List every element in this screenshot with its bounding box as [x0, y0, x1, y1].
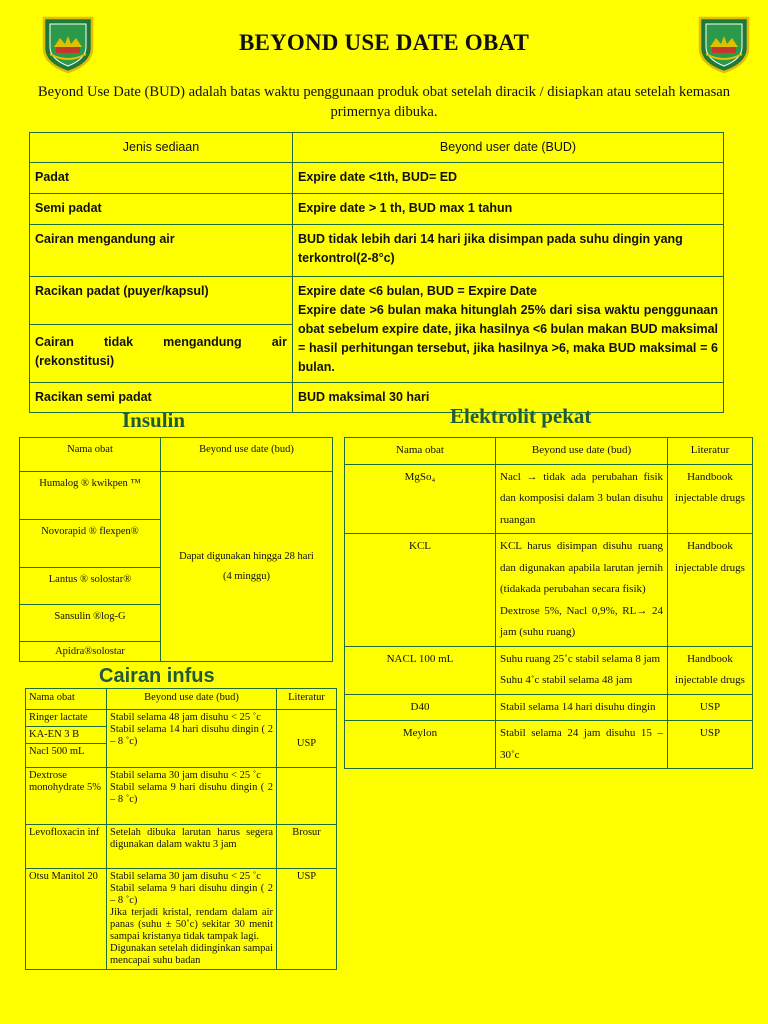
- bud-cell: BUD tidak lebih dari 14 hari jika disimpan pada suhu dingin yang terkontrol(2-8°c): [293, 225, 724, 277]
- elektrolit-section-title: Elektrolit pekat: [450, 404, 592, 428]
- drug-name: Ringer lactate: [26, 710, 107, 727]
- literature-cell: USP: [668, 721, 753, 769]
- table-row: [30, 225, 724, 277]
- drug-name: Meylon: [345, 721, 496, 769]
- insulin-section-title: Insulin: [122, 408, 186, 432]
- bud-line: Stabil selama 14 hari disuhu dingin ( 2 – 8 ˚c): [110, 724, 273, 747]
- table-header-row: [345, 438, 753, 465]
- bud-cell: [107, 768, 277, 825]
- bud-cell: [107, 869, 277, 970]
- bud-line: Dapat digunakan hingga 28 hari: [179, 550, 314, 562]
- drug-name: Lantus ® solostar®: [20, 568, 161, 605]
- table-row: [20, 472, 333, 520]
- drug-name: KA-EN 3 B: [26, 727, 107, 744]
- drug-name: Humalog ® kwikpen ™: [20, 472, 161, 520]
- bud-cell: BUD maksimal 30 hari: [293, 383, 724, 413]
- bud-cell: Nacl → tidak ada perubahan fisik dan komposisi dalam 3 bulan disuhu ruangan: [496, 464, 668, 534]
- literature-cell: Handbook injectable drugs: [668, 534, 753, 647]
- insulin-table: [19, 437, 333, 662]
- table-row: [345, 534, 753, 647]
- drug-name: NACL 100 mL: [345, 646, 496, 694]
- literature-cell: Brosur: [277, 825, 337, 869]
- header-bud: Beyond use date (bud): [496, 438, 668, 465]
- type-cell: Cairan mengandung air: [30, 225, 293, 277]
- literature-cell-empty: [277, 768, 337, 825]
- header-nama-obat: Nama obat: [20, 438, 161, 472]
- bud-line: (4 minggu): [223, 570, 270, 582]
- bud-line: Stabil selama 9 hari disuhu dingin ( 2 – 8 ˚c): [110, 883, 273, 906]
- bud-cell: Stabil selama 14 hari disuhu dingin: [496, 694, 668, 721]
- literature-cell: Handbook injectable drugs: [668, 464, 753, 534]
- intro-paragraph: Beyond Use Date (BUD) adalah batas waktu penggunaan produk obat setelah diracik / disiapkan atau setelah kemasan primernya dibuka.: [37, 84, 731, 120]
- literature-cell: USP: [277, 710, 337, 768]
- table-row: [26, 825, 337, 869]
- drug-name: Novorapid ® flexpen®: [20, 520, 161, 568]
- page-title: BEYOND USE DATE OBAT: [238, 30, 530, 55]
- drug-name: KCL: [345, 534, 496, 647]
- bud-line: Suhu ruang 25˚c stabil selama 8 jam: [500, 652, 661, 665]
- drug-name: Nacl 500 mL: [26, 744, 107, 768]
- bud-cell: Setelah dibuka larutan harus segera digunakan dalam waktu 3 jam: [107, 825, 277, 869]
- bud-cell: [496, 646, 668, 694]
- drug-name: Levofloxacin inf: [26, 825, 107, 869]
- insulin-bud-cell: [161, 472, 333, 662]
- bud-line: Suhu 4˚c stabil selama 48 jam: [500, 674, 633, 686]
- bud-line: Stabil selama 48 jam disuhu < 25 ˚c: [110, 712, 261, 723]
- drug-name: D40: [345, 694, 496, 721]
- table-row: [26, 869, 337, 970]
- drug-name: Dextrose monohydrate 5%: [26, 768, 107, 825]
- bud-line: Digunakan setelah didinginkan sampai mencapai suhu badan: [110, 943, 274, 966]
- bud-line: Expire date >6 bulan maka hitunglah 25% dari sisa waktu penggunaan obat sebelum expire date, jika hasilnya <6 bulan makan BUD maksimal = hasil perhitungan tersebut, jika hasilnya >6, maka BUD maksimal = 6 bulan.: [298, 303, 718, 374]
- table-row: [345, 646, 753, 694]
- type-cell: Padat: [30, 163, 293, 194]
- table-row: [30, 163, 724, 194]
- cairan-section-title: Cairan infus: [99, 665, 215, 687]
- bud-cell-merged: [293, 277, 724, 383]
- bud-cell: Expire date <1th, BUD= ED: [293, 163, 724, 194]
- drug-name: Apidra®solostar: [20, 642, 161, 662]
- drug-name: Otsu Manitol 20: [26, 869, 107, 970]
- literature-cell: USP: [668, 694, 753, 721]
- table-row: [26, 710, 337, 727]
- table-row: [345, 464, 753, 534]
- header-bud: Beyond use date (bud): [161, 438, 333, 472]
- header-bud: Beyond user date (BUD): [293, 133, 724, 163]
- bud-main-table: [29, 132, 724, 413]
- header-bud: Beyond use date (bud): [107, 689, 277, 710]
- type-cell: Racikan padat (puyer/kapsul): [30, 277, 293, 325]
- bud-line: Dextrose 5%, Nacl 0,9%, RL→ 24 jam (suhu ruang): [500, 604, 663, 638]
- header-literatur: Literatur: [277, 689, 337, 710]
- bud-line: Expire date <6 bulan, BUD = Expire Date: [298, 284, 537, 298]
- type-cell: Cairan tidak mengandung air (rekonstitusi): [30, 324, 293, 382]
- literature-cell: Handbook injectable drugs: [668, 646, 753, 694]
- literature-cell: USP: [277, 869, 337, 970]
- bud-line: KCL harus disimpan disuhu ruang dan digunakan apabila larutan jernih (tidakada perubahan secara fisik): [500, 540, 663, 595]
- bud-cell: [496, 534, 668, 647]
- elektrolit-table: [344, 437, 753, 769]
- bud-cell: [107, 710, 277, 768]
- drug-name: Sansulin ®log-G: [20, 605, 161, 642]
- bud-line: Jika terjadi kristal, rendam dalam air panas (suhu ± 50˚c) sekitar 30 menit sampai kristanya tidak tampak lagi.: [110, 907, 273, 942]
- table-header-row: [20, 438, 333, 472]
- cairan-infus-table: [25, 688, 337, 970]
- bud-line: Stabil selama 30 jam disuhu < 25 ˚c: [110, 871, 261, 882]
- table-row: [345, 721, 753, 769]
- header-jenis-sediaan: Jenis sediaan: [30, 133, 293, 163]
- table-row: [30, 194, 724, 225]
- type-cell: Racikan semi padat: [30, 383, 293, 413]
- table-row: [26, 768, 337, 825]
- header-nama-obat: Nama obat: [26, 689, 107, 710]
- bud-cell: Stabil selama 24 jam disuhu 15 – 30˚c: [496, 721, 668, 769]
- header-nama-obat: Nama obat: [345, 438, 496, 465]
- header-literatur: Literatur: [668, 438, 753, 465]
- bud-cell: Expire date > 1 th, BUD max 1 tahun: [293, 194, 724, 225]
- table-row: [345, 694, 753, 721]
- table-row: [30, 277, 724, 325]
- type-cell: Semi padat: [30, 194, 293, 225]
- table-header-row: [26, 689, 337, 710]
- drug-name: MgSo₄: [345, 464, 496, 534]
- bud-line: Stabil selama 9 hari disuhu dingin ( 2 – 8 ˚c): [110, 782, 273, 805]
- table-header-row: [30, 133, 724, 163]
- bud-line: Stabil selama 30 jam disuhu < 25 ˚c: [110, 770, 261, 781]
